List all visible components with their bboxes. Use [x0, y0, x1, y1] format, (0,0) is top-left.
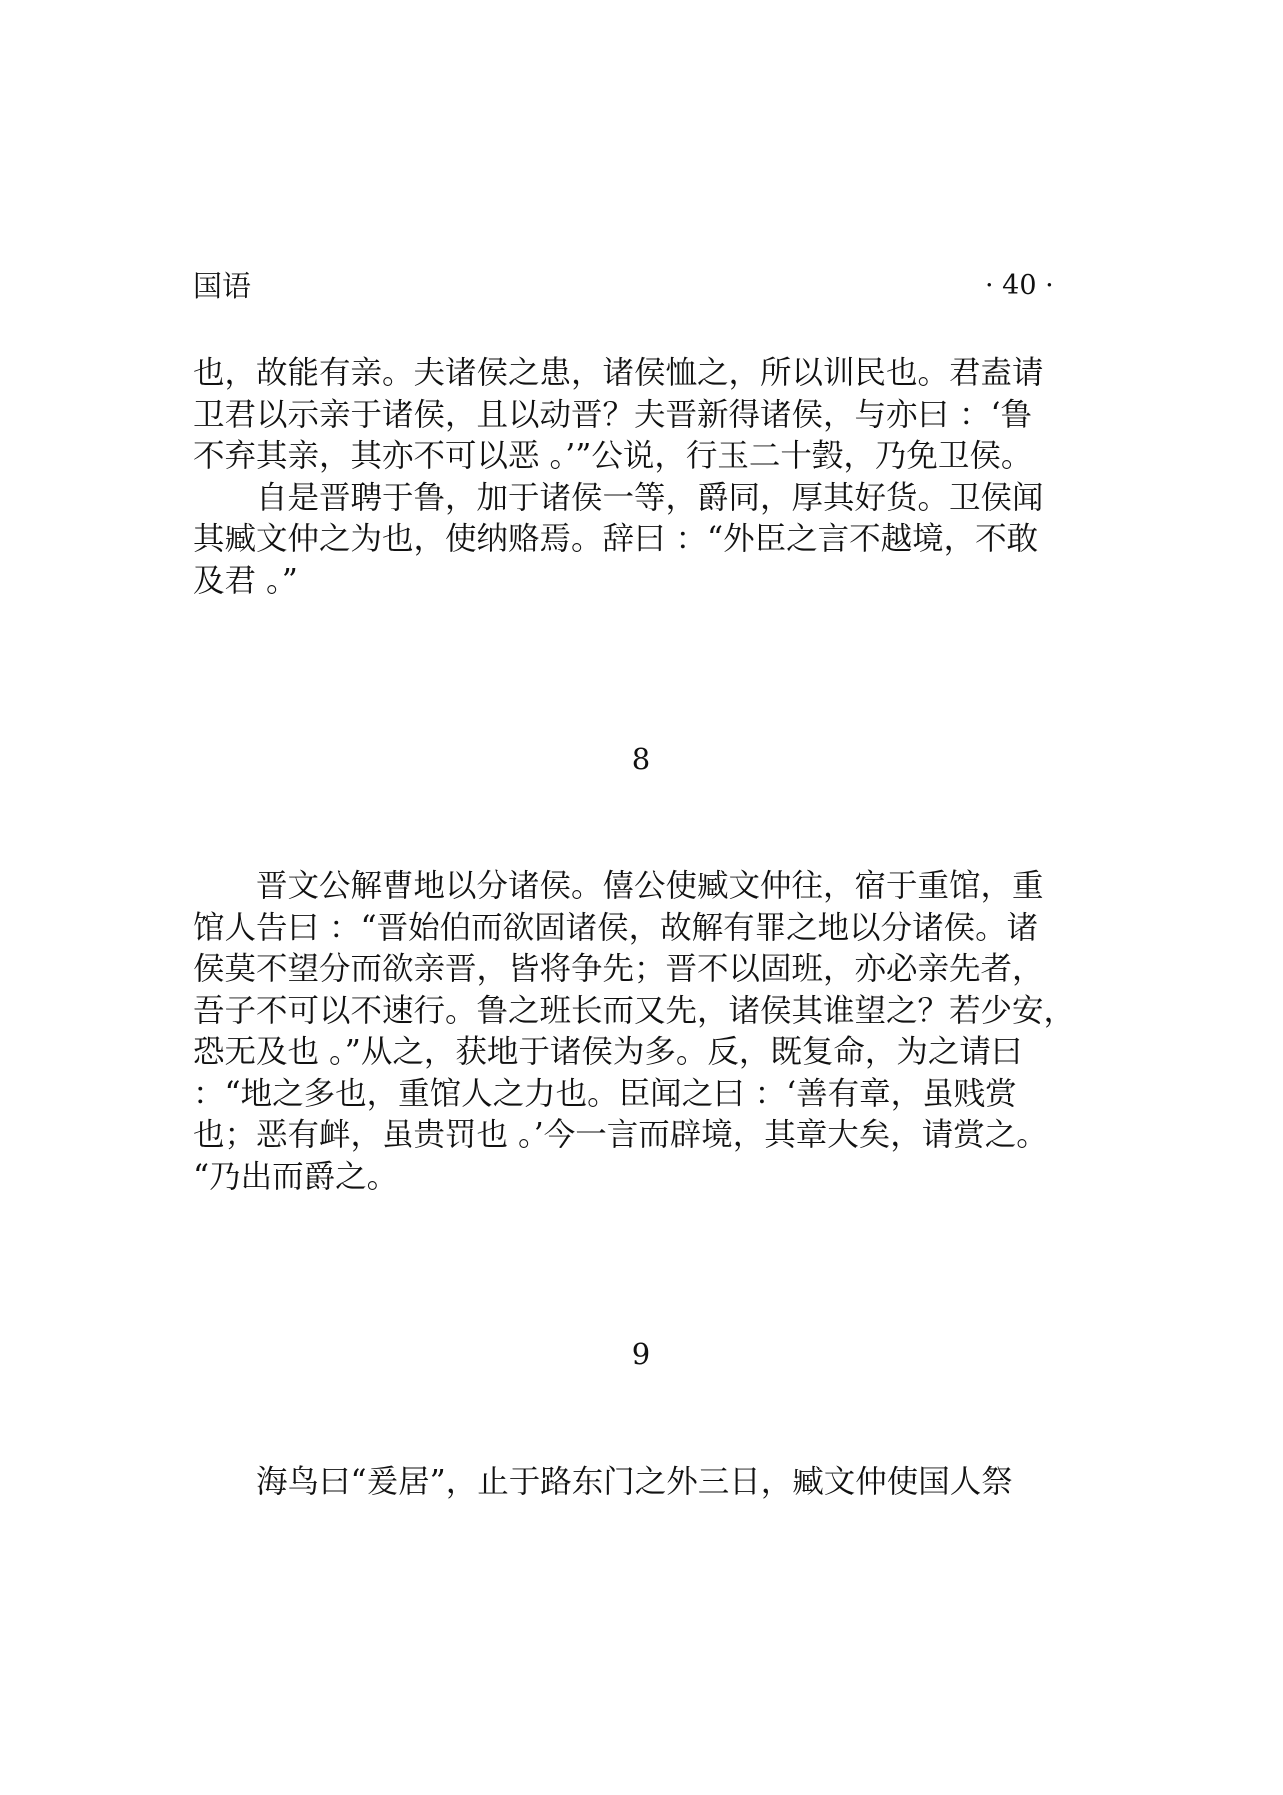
- section-number-8: 8: [631, 742, 651, 776]
- text-line: 馆人告曰 ：“晋始伯而欲固诸侯，故解有罪之地以分诸侯。诸: [193, 909, 1039, 946]
- text-line: 吾子不可以不速行。鲁之班长而又先，诸侯其谁望之？若少安，: [193, 992, 1076, 1029]
- text-line: 海鸟曰“爰居”，止于路东门之外三日，臧文仲使国人祭: [193, 1464, 1013, 1500]
- text-line: ：“地之多也，重馆人之力也。臣闻之曰 ：‘善有章，虽贱赏: [193, 1075, 1017, 1112]
- text-line: “乃出而爵之。: [193, 1158, 399, 1195]
- passage-continued: [193, 353, 1044, 602]
- text-line: 不弃其亲，其亦不可以恶 。’”公说，行玉二十瑴，乃免卫侯。: [193, 438, 1033, 474]
- section-9-passage: [193, 1462, 1013, 1504]
- text-line: 及君 。”: [193, 562, 298, 599]
- text-line: 自是晋聘于鲁，加于诸侯一等，爵同，厚其好货。卫侯闻: [193, 479, 1044, 516]
- text-line: 侯莫不望分而欲亲晋，皆将争先；晋不以固班，亦必亲先者，: [193, 951, 1044, 987]
- book-title: 国语: [193, 269, 252, 303]
- section-number-9: 9: [631, 1337, 651, 1371]
- text-line: 也，故能有亲。夫诸侯之患，诸侯恤之，所以训民也。君盍请: [193, 355, 1044, 391]
- text-line: 恐无及也 。”从之，获地于诸侯为多。反，既复命，为之请曰: [193, 1034, 1023, 1070]
- section-8-passage: [193, 866, 1075, 1198]
- text-line: 也；恶有衅，虽贵罚也 。’今一言而辟境，其章大矣，请赏之。: [193, 1117, 1048, 1153]
- text-line: 晋文公解曹地以分诸侯。僖公使臧文仲往，宿于重馆，重: [193, 868, 1044, 904]
- text-line: 卫君以示亲于诸侯，且以动晋？夫晋新得诸侯，与亦曰 ：‘鲁: [193, 396, 1033, 433]
- text-line: 其臧文仲之为也，使纳赂焉。辞曰 ：“外臣之言不越境，不敢: [193, 521, 1039, 557]
- page-number: · 40 ·: [985, 270, 1054, 301]
